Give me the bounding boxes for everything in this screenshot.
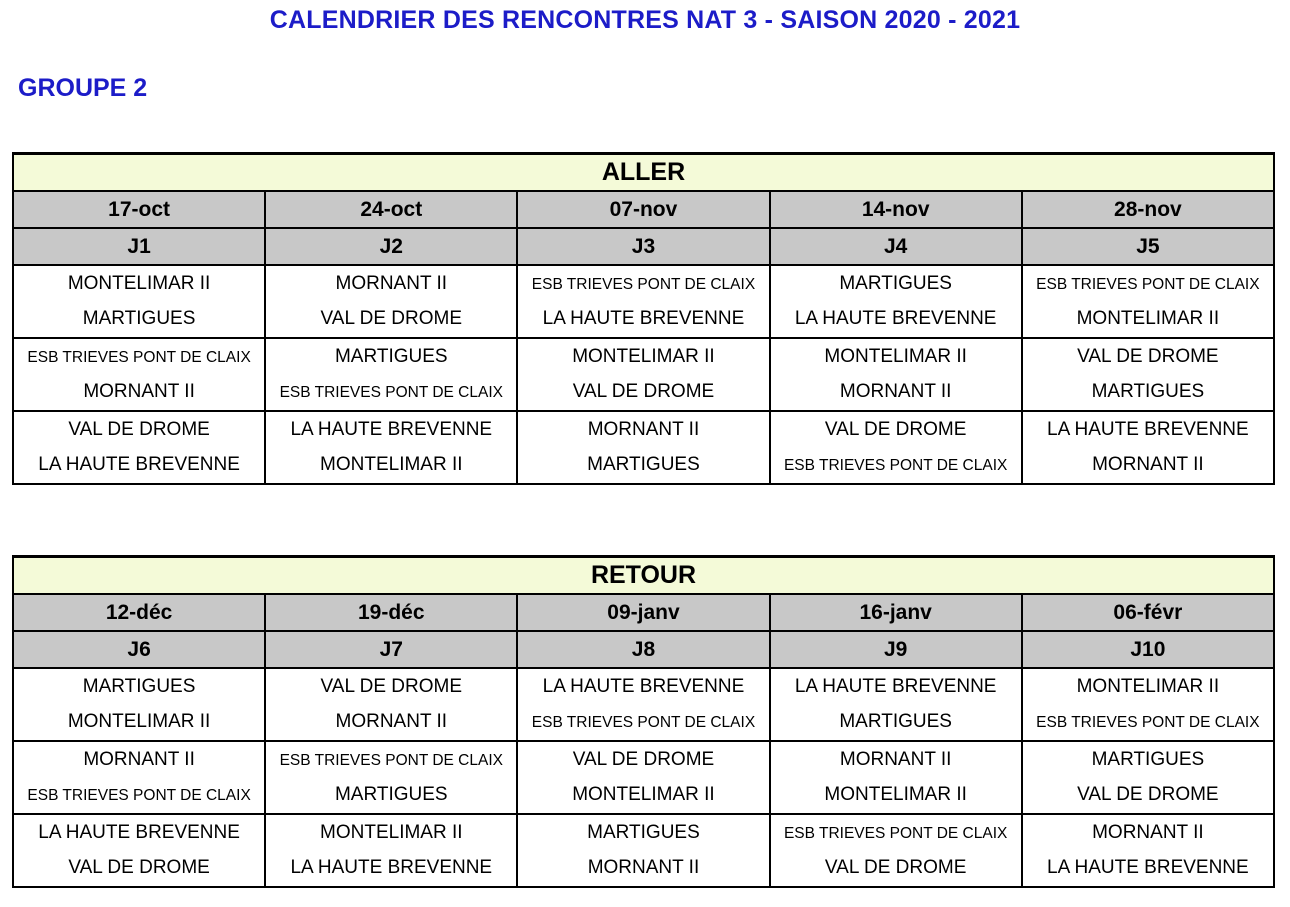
away-team xyxy=(265,851,517,888)
away-team xyxy=(770,851,1022,888)
home-team xyxy=(265,814,517,851)
away-team xyxy=(1022,851,1274,888)
home-team xyxy=(517,265,769,302)
team-name: MORNANT II xyxy=(335,711,448,733)
away-team xyxy=(265,778,517,815)
team-name: ESB TRIEVES PONT DE CLAIX xyxy=(783,457,1008,475)
away-team xyxy=(1022,448,1274,485)
team-name: MORNANT II xyxy=(1092,821,1204,843)
away-team xyxy=(13,778,265,815)
home-team xyxy=(517,668,769,705)
match-row xyxy=(13,705,1274,742)
team-name: LA HAUTE BREVENNE xyxy=(38,454,240,476)
team-name: ESB TRIEVES PONT DE CLAIX xyxy=(279,751,503,769)
home-team xyxy=(13,411,265,448)
team-name: ESB TRIEVES PONT DE CLAIX xyxy=(27,348,251,366)
team-name: MONTELIMAR II xyxy=(824,345,967,367)
away-team xyxy=(13,448,265,485)
home-team xyxy=(517,741,769,778)
team-name: MONTELIMAR II xyxy=(67,711,211,733)
match-date: 17-oct xyxy=(13,191,265,228)
match-row xyxy=(13,375,1274,412)
matchday-label: J2 xyxy=(265,228,517,265)
team-name: LA HAUTE BREVENNE xyxy=(1047,857,1249,879)
away-team xyxy=(265,448,517,485)
matchday-label: J8 xyxy=(517,631,769,668)
team-name: LA HAUTE BREVENNE xyxy=(290,418,493,440)
match-row xyxy=(13,814,1274,851)
away-team xyxy=(13,851,265,888)
team-name: MORNANT II xyxy=(83,748,195,770)
team-name: MARTIGUES xyxy=(1091,381,1205,403)
match-row xyxy=(13,778,1274,815)
match-row xyxy=(13,302,1274,339)
team-name: MORNANT II xyxy=(587,857,700,879)
away-team xyxy=(13,375,265,412)
home-team xyxy=(13,814,265,851)
team-name: MONTELIMAR II xyxy=(572,345,715,367)
match-date: 28-nov xyxy=(1022,191,1274,228)
team-name: ESB TRIEVES PONT DE CLAIX xyxy=(1036,275,1260,293)
home-team xyxy=(770,411,1022,448)
matchday-label: J3 xyxy=(517,228,769,265)
matchday-label: J5 xyxy=(1022,228,1274,265)
match-date: 16-janv xyxy=(770,594,1022,631)
team-name: MONTELIMAR II xyxy=(320,821,463,843)
home-team xyxy=(1022,814,1274,851)
team-name: VAL DE DROME xyxy=(320,308,463,330)
away-team xyxy=(265,705,517,742)
team-name: MARTIGUES xyxy=(1091,748,1205,770)
match-row xyxy=(13,338,1274,375)
match-date: 06-févr xyxy=(1022,594,1274,631)
home-team xyxy=(1022,741,1274,778)
team-name: MARTIGUES xyxy=(334,784,448,806)
team-name: MARTIGUES xyxy=(82,308,196,330)
team-name: LA HAUTE BREVENNE xyxy=(542,308,745,330)
team-name: VAL DE DROME xyxy=(68,418,210,440)
team-name: MONTELIMAR II xyxy=(824,784,967,806)
away-team xyxy=(13,302,265,339)
team-name: LA HAUTE BREVENNE xyxy=(794,308,997,330)
aller-header-row xyxy=(13,154,1274,192)
match-date: 12-déc xyxy=(13,594,265,631)
team-name: MONTELIMAR II xyxy=(572,784,715,806)
team-name: VAL DE DROME xyxy=(68,857,210,879)
team-name: MARTIGUES xyxy=(839,711,952,733)
home-team xyxy=(265,668,517,705)
date-row xyxy=(13,594,1274,631)
retour-schedule-table xyxy=(12,555,1275,888)
matchday-label: J1 xyxy=(13,228,265,265)
away-team xyxy=(770,302,1022,339)
team-name: MARTIGUES xyxy=(82,675,196,697)
away-team xyxy=(13,705,265,742)
away-team xyxy=(1022,778,1274,815)
match-date: 19-déc xyxy=(265,594,517,631)
team-name: MARTIGUES xyxy=(839,272,952,294)
matchday-label: J10 xyxy=(1022,631,1274,668)
team-name: LA HAUTE BREVENNE xyxy=(1047,418,1249,440)
team-name: VAL DE DROME xyxy=(320,675,463,697)
team-name: VAL DE DROME xyxy=(824,857,967,879)
home-team xyxy=(13,338,265,375)
matchday-row xyxy=(13,228,1274,265)
team-name: MONTELIMAR II xyxy=(320,454,463,476)
matchday-label: J9 xyxy=(770,631,1022,668)
away-team xyxy=(1022,705,1274,742)
team-name: VAL DE DROME xyxy=(1077,784,1219,806)
team-name: MARTIGUES xyxy=(587,454,700,476)
team-name: MARTIGUES xyxy=(587,821,700,843)
home-team xyxy=(1022,338,1274,375)
match-date: 07-nov xyxy=(517,191,769,228)
home-team xyxy=(1022,411,1274,448)
team-name: VAL DE DROME xyxy=(572,381,715,403)
away-team xyxy=(265,302,517,339)
team-name: MORNANT II xyxy=(335,272,448,294)
away-team xyxy=(1022,375,1274,412)
team-name: ESB TRIEVES PONT DE CLAIX xyxy=(531,714,756,732)
match-date: 14-nov xyxy=(770,191,1022,228)
matchday-label: J6 xyxy=(13,631,265,668)
team-name: LA HAUTE BREVENNE xyxy=(38,821,240,843)
team-name: VAL DE DROME xyxy=(824,418,967,440)
team-name: ESB TRIEVES PONT DE CLAIX xyxy=(27,787,251,805)
section-label: ALLER xyxy=(13,154,1274,192)
group-title: GROUPE 2 xyxy=(18,74,148,102)
team-name: ESB TRIEVES PONT DE CLAIX xyxy=(783,824,1008,842)
section-label: RETOUR xyxy=(13,557,1274,595)
home-team xyxy=(770,814,1022,851)
away-team xyxy=(770,448,1022,485)
away-team xyxy=(517,375,769,412)
home-team xyxy=(770,741,1022,778)
team-name: MORNANT II xyxy=(839,748,952,770)
team-name: MONTELIMAR II xyxy=(67,272,211,294)
match-row xyxy=(13,851,1274,888)
matchday-row xyxy=(13,631,1274,668)
team-name: MORNANT II xyxy=(83,381,195,403)
home-team xyxy=(517,814,769,851)
home-team xyxy=(770,668,1022,705)
team-name: MORNANT II xyxy=(1092,454,1204,476)
away-team xyxy=(1022,302,1274,339)
matchday-label: J7 xyxy=(265,631,517,668)
team-name: ESB TRIEVES PONT DE CLAIX xyxy=(531,275,756,293)
away-team xyxy=(517,705,769,742)
match-date: 24-oct xyxy=(265,191,517,228)
team-name: ESB TRIEVES PONT DE CLAIX xyxy=(279,384,503,402)
team-name: MARTIGUES xyxy=(334,345,448,367)
home-team xyxy=(265,338,517,375)
home-team xyxy=(770,265,1022,302)
home-team xyxy=(265,411,517,448)
team-name: MONTELIMAR II xyxy=(1076,308,1220,330)
match-row xyxy=(13,411,1274,448)
home-team xyxy=(1022,668,1274,705)
away-team xyxy=(770,705,1022,742)
match-row xyxy=(13,448,1274,485)
team-name: MONTELIMAR II xyxy=(1076,675,1220,697)
home-team xyxy=(265,741,517,778)
away-team xyxy=(517,778,769,815)
home-team xyxy=(13,741,265,778)
team-name: LA HAUTE BREVENNE xyxy=(542,675,745,697)
away-team xyxy=(517,302,769,339)
aller-schedule-table xyxy=(12,152,1275,485)
home-team xyxy=(770,338,1022,375)
away-team xyxy=(265,375,517,412)
home-team xyxy=(13,265,265,302)
team-name: MORNANT II xyxy=(839,381,952,403)
home-team xyxy=(1022,265,1274,302)
away-team xyxy=(517,448,769,485)
home-team xyxy=(265,265,517,302)
home-team xyxy=(13,668,265,705)
team-name: VAL DE DROME xyxy=(572,748,715,770)
away-team xyxy=(770,375,1022,412)
matchday-label: J4 xyxy=(770,228,1022,265)
team-name: VAL DE DROME xyxy=(1077,345,1219,367)
match-date: 09-janv xyxy=(517,594,769,631)
page-title: CALENDRIER DES RENCONTRES NAT 3 - SAISON 2020 - 2021 xyxy=(269,6,1021,34)
away-team xyxy=(770,778,1022,815)
team-name: MORNANT II xyxy=(587,418,700,440)
match-row xyxy=(13,265,1274,302)
match-row xyxy=(13,668,1274,705)
date-row xyxy=(13,191,1274,228)
team-name: ESB TRIEVES PONT DE CLAIX xyxy=(1036,714,1260,732)
team-name: LA HAUTE BREVENNE xyxy=(290,857,493,879)
match-row xyxy=(13,741,1274,778)
retour-header-row xyxy=(13,557,1274,595)
home-team xyxy=(517,411,769,448)
away-team xyxy=(517,851,769,888)
team-name: LA HAUTE BREVENNE xyxy=(794,675,997,697)
home-team xyxy=(517,338,769,375)
